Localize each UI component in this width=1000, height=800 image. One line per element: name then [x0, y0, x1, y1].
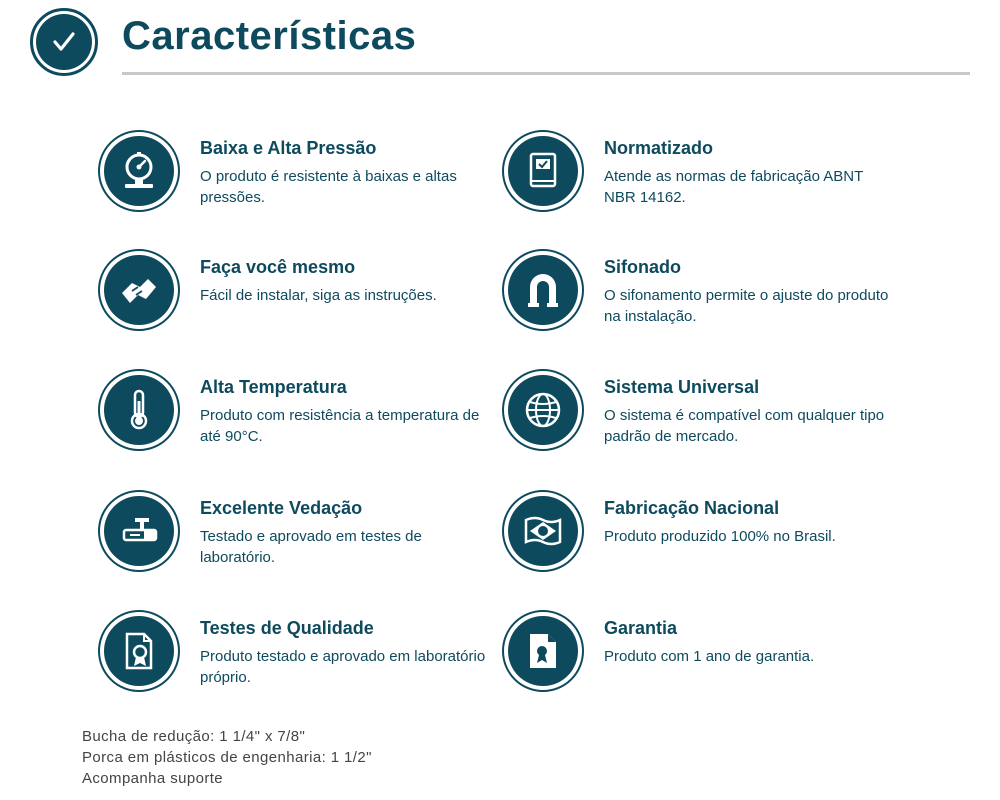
- certificate-book-icon: [502, 130, 584, 212]
- feature-description: Produto com resistência a temperatura de até 90°C.: [200, 407, 480, 445]
- feature-diy: [98, 249, 498, 339]
- feature-description: Produto com 1 ano de garantia.: [604, 648, 815, 665]
- warranty-certificate-icon: [502, 610, 584, 692]
- note-line: Bucha de redução: 1 1/4" x 7/8": [82, 728, 306, 745]
- feature-standardized: [502, 130, 902, 220]
- siphon-icon: [502, 249, 584, 331]
- quality-badge-icon: [98, 610, 180, 692]
- note-line: Acompanha suporte: [82, 770, 224, 787]
- feature-quality-tests: [98, 610, 498, 700]
- feature-title: Excelente Vedação: [200, 498, 363, 518]
- feature-description: Produto produzido 100% no Brasil.: [604, 528, 836, 545]
- note-line: Porca em plásticos de engenharia: 1 1/2": [82, 749, 372, 766]
- feature-title: Faça você mesmo: [200, 257, 356, 277]
- feature-sealing: [98, 490, 498, 580]
- product-notes: [82, 726, 372, 789]
- feature-national-manufacturing: [502, 490, 902, 580]
- feature-title: Garantia: [604, 618, 678, 638]
- feature-description: Produto testado e aprovado em laboratório próprio.: [200, 648, 486, 686]
- feature-pressure: [98, 130, 498, 220]
- feature-title: Sifonado: [604, 257, 681, 277]
- feature-description: O sistema é compatível com qualquer tipo padrão de mercado.: [604, 407, 885, 445]
- globe-icon: [502, 369, 584, 451]
- feature-description: Atende as normas de fabricação ABNT NBR 14162.: [604, 168, 864, 206]
- handshake-icon: [98, 249, 180, 331]
- feature-title: Sistema Universal: [604, 377, 760, 397]
- pressure-gauge-icon: [98, 130, 180, 212]
- faucet-pipe-icon: [98, 490, 180, 572]
- feature-high-temperature: [98, 369, 498, 459]
- feature-description: Testado e aprovado em testes de laboratório.: [200, 528, 422, 566]
- feature-title: Testes de Qualidade: [200, 618, 374, 638]
- feature-universal-system: [502, 369, 902, 459]
- title-divider: [122, 72, 970, 75]
- feature-title: Baixa e Alta Pressão: [200, 138, 377, 158]
- thermometer-icon: [98, 369, 180, 451]
- page-title: Características: [122, 14, 417, 58]
- feature-title: Fabricação Nacional: [604, 498, 780, 518]
- feature-warranty: [502, 610, 902, 700]
- feature-description: Fácil de instalar, siga as instruções.: [200, 287, 437, 304]
- feature-title: Normatizado: [604, 138, 714, 158]
- feature-description: O sifonamento permite o ajuste do produto na instalação.: [604, 287, 889, 325]
- feature-title: Alta Temperatura: [200, 377, 347, 397]
- checkmark-icon: [30, 8, 98, 76]
- feature-description: O produto é resistente à baixas e altas pressões.: [200, 168, 457, 206]
- brazil-flag-icon: [502, 490, 584, 572]
- feature-siphon: [502, 249, 902, 339]
